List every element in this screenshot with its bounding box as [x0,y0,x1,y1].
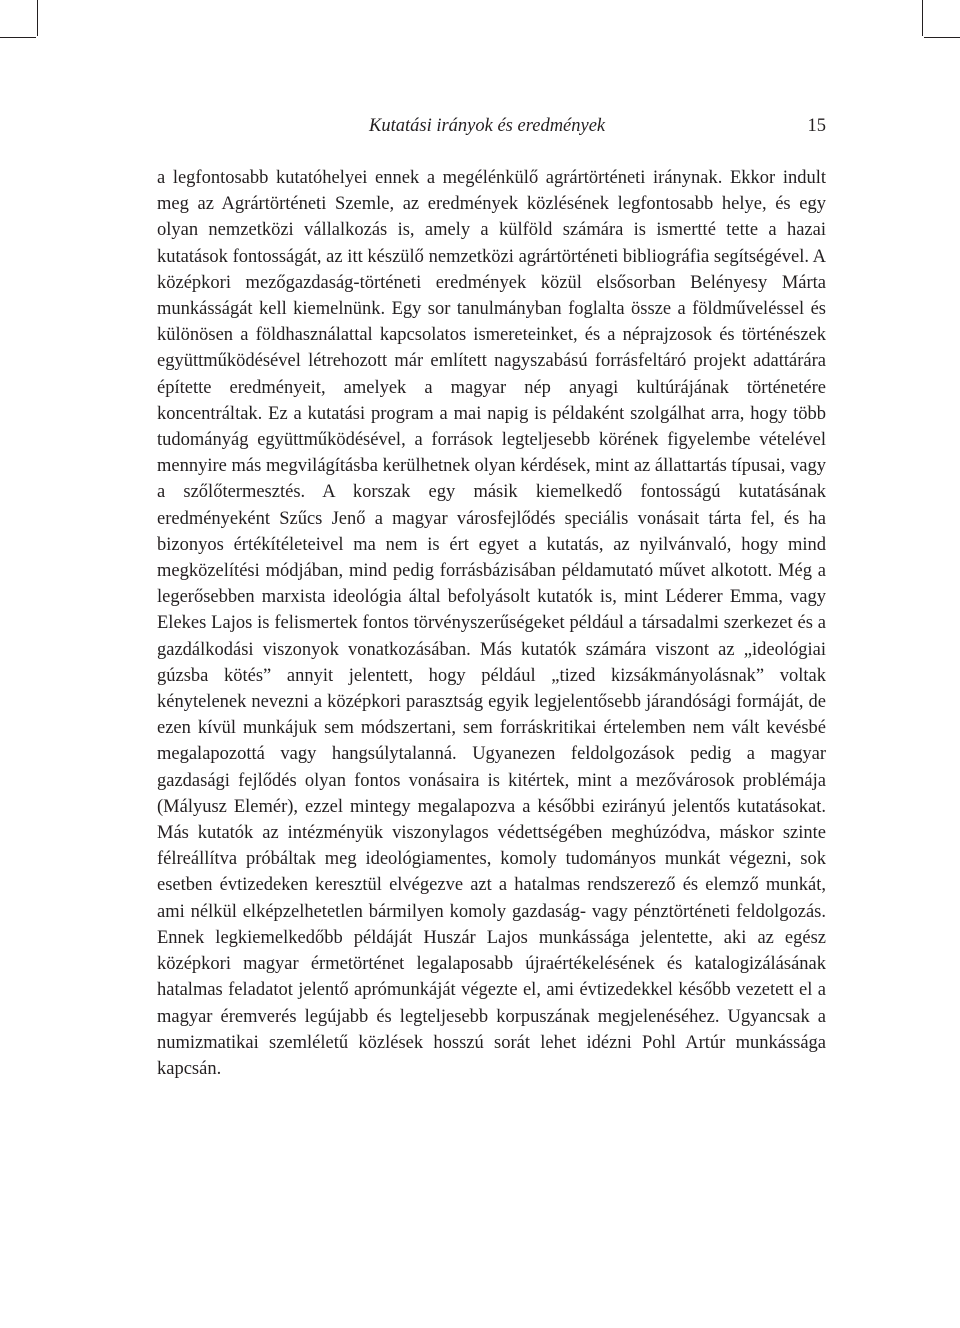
crop-mark-top-right-horizontal [924,37,960,38]
page-number: 15 [807,116,826,136]
body-paragraph: a legfontosabb kutatóhelyei ennek a megélénkülő agrártörténeti iránynak. Ekkor indult meg az Agrártörténeti Szemle, az eredmények közlésének legfontosabb helye, és egy olyan nemzetközi vállalkozás is, amely a külföld számára is ismertté tette a hazai kutatások fontosságát, az itt készülő nemzetközi agrártörténeti bibliográfia segítségével. A középkori mezőgazdaság-történeti eredmények közül elsősorban Belényesy Márta munkásságát kell kiemelnünk. Egy sor tanulmányban foglalta össze a földműveléssel és különösen a földhasználattal kapcsolatos ismereteinket, és a néprajzosok és történészek együttműködésével létrehozott már említett nagyszabású forrásfeltáró projekt adattárára építette eredményeit, amelyek a magyar nép anyagi kultúrájának történetére koncentráltak. Ez a kutatási program a mai napig is példaként szolgálhat arra, hogy több tudományág együttműködésével, a források legteljesebb körének figyelembe vételével mennyire más megvilágításba kerülhetnek olyan kérdések, mint az állattartás típusai, vagy a szőlőtermesztés. A korszak egy másik kiemelkedő fontosságú kutatásának eredményeként Szűcs Jenő a magyar városfejlődés speciális vonásait tárta fel, és ha bizonyos értékítéleteivel ma nem is ért egyet a kutatás, az nyilvánvaló, hogy mind megközelítési módjában, mind pedig forrásbázisában példamutató művet alkotott. Még a legerősebben marxista ideológia által befolyásolt kutatók is, mint Léderer Emma, vagy Elekes Lajos is felismertek fontos törvényszerűségeket például a társadalmi szerkezet és a gazdálkodási viszonyok vonatkozásában. Más kutatók számára viszont az „ideológiai gúzsba kötés” annyit jelentett, hogy például „tized kizsákmányolásnak” voltak kénytelenek nevezni a középkori parasztság egyik legjelentősebb járandósági formáját, de ezen kívül munkájuk sem módszertani, sem forráskritikai értelemben nem vált kevésbé megalapozottá vagy hangsúlytalanná. Ugyanezen feldolgozások pedig a magyar gazdasági fejlődés olyan fontos vonásaira is kitértek, mint a mezővárosok problémája (Mályusz Elemér), ezzel mintegy megalapozva a későbbi ezirányú jelentős kutatásokat. Más kutatók az intézményük viszonylagos védettségében meghúzódva, máskor szinte félreállítva próbáltak meg ideológiamentes, komoly tudományos munkát végezni, sok esetben évtizedeken keresztül elvégezve azt a hatalmas rendszerező és elemző munkát, ami nélkül elképzelhetetlen bármilyen komoly gazdaság- vagy pénztörténeti feldolgozás. Ennek legkiemelkedőbb példáját Huszár Lajos munkássága jelentette, aki az egész középkori magyar érmetörténet legalaposabb újraértékelésének és katalogizálásának hatalmas feladatot jelentő aprómunkáját végezte el, ami évtizedekkel később vezetett el a magyar éremverés legújabb és legteljesebb korpuszának megjelenéséhez. Ugyancsak a numizmatikai szemléletű közlések hosszú sorát lehet idézni Pohl Artúr munkássága kapcsán. [157,168,826,1079]
crop-mark-top-right-vertical [922,0,923,36]
crop-mark-top-left-horizontal [0,37,36,38]
crop-mark-top-left-vertical [37,0,38,36]
running-title: Kutatási irányok és eredmények [369,116,606,136]
running-head [157,116,826,144]
